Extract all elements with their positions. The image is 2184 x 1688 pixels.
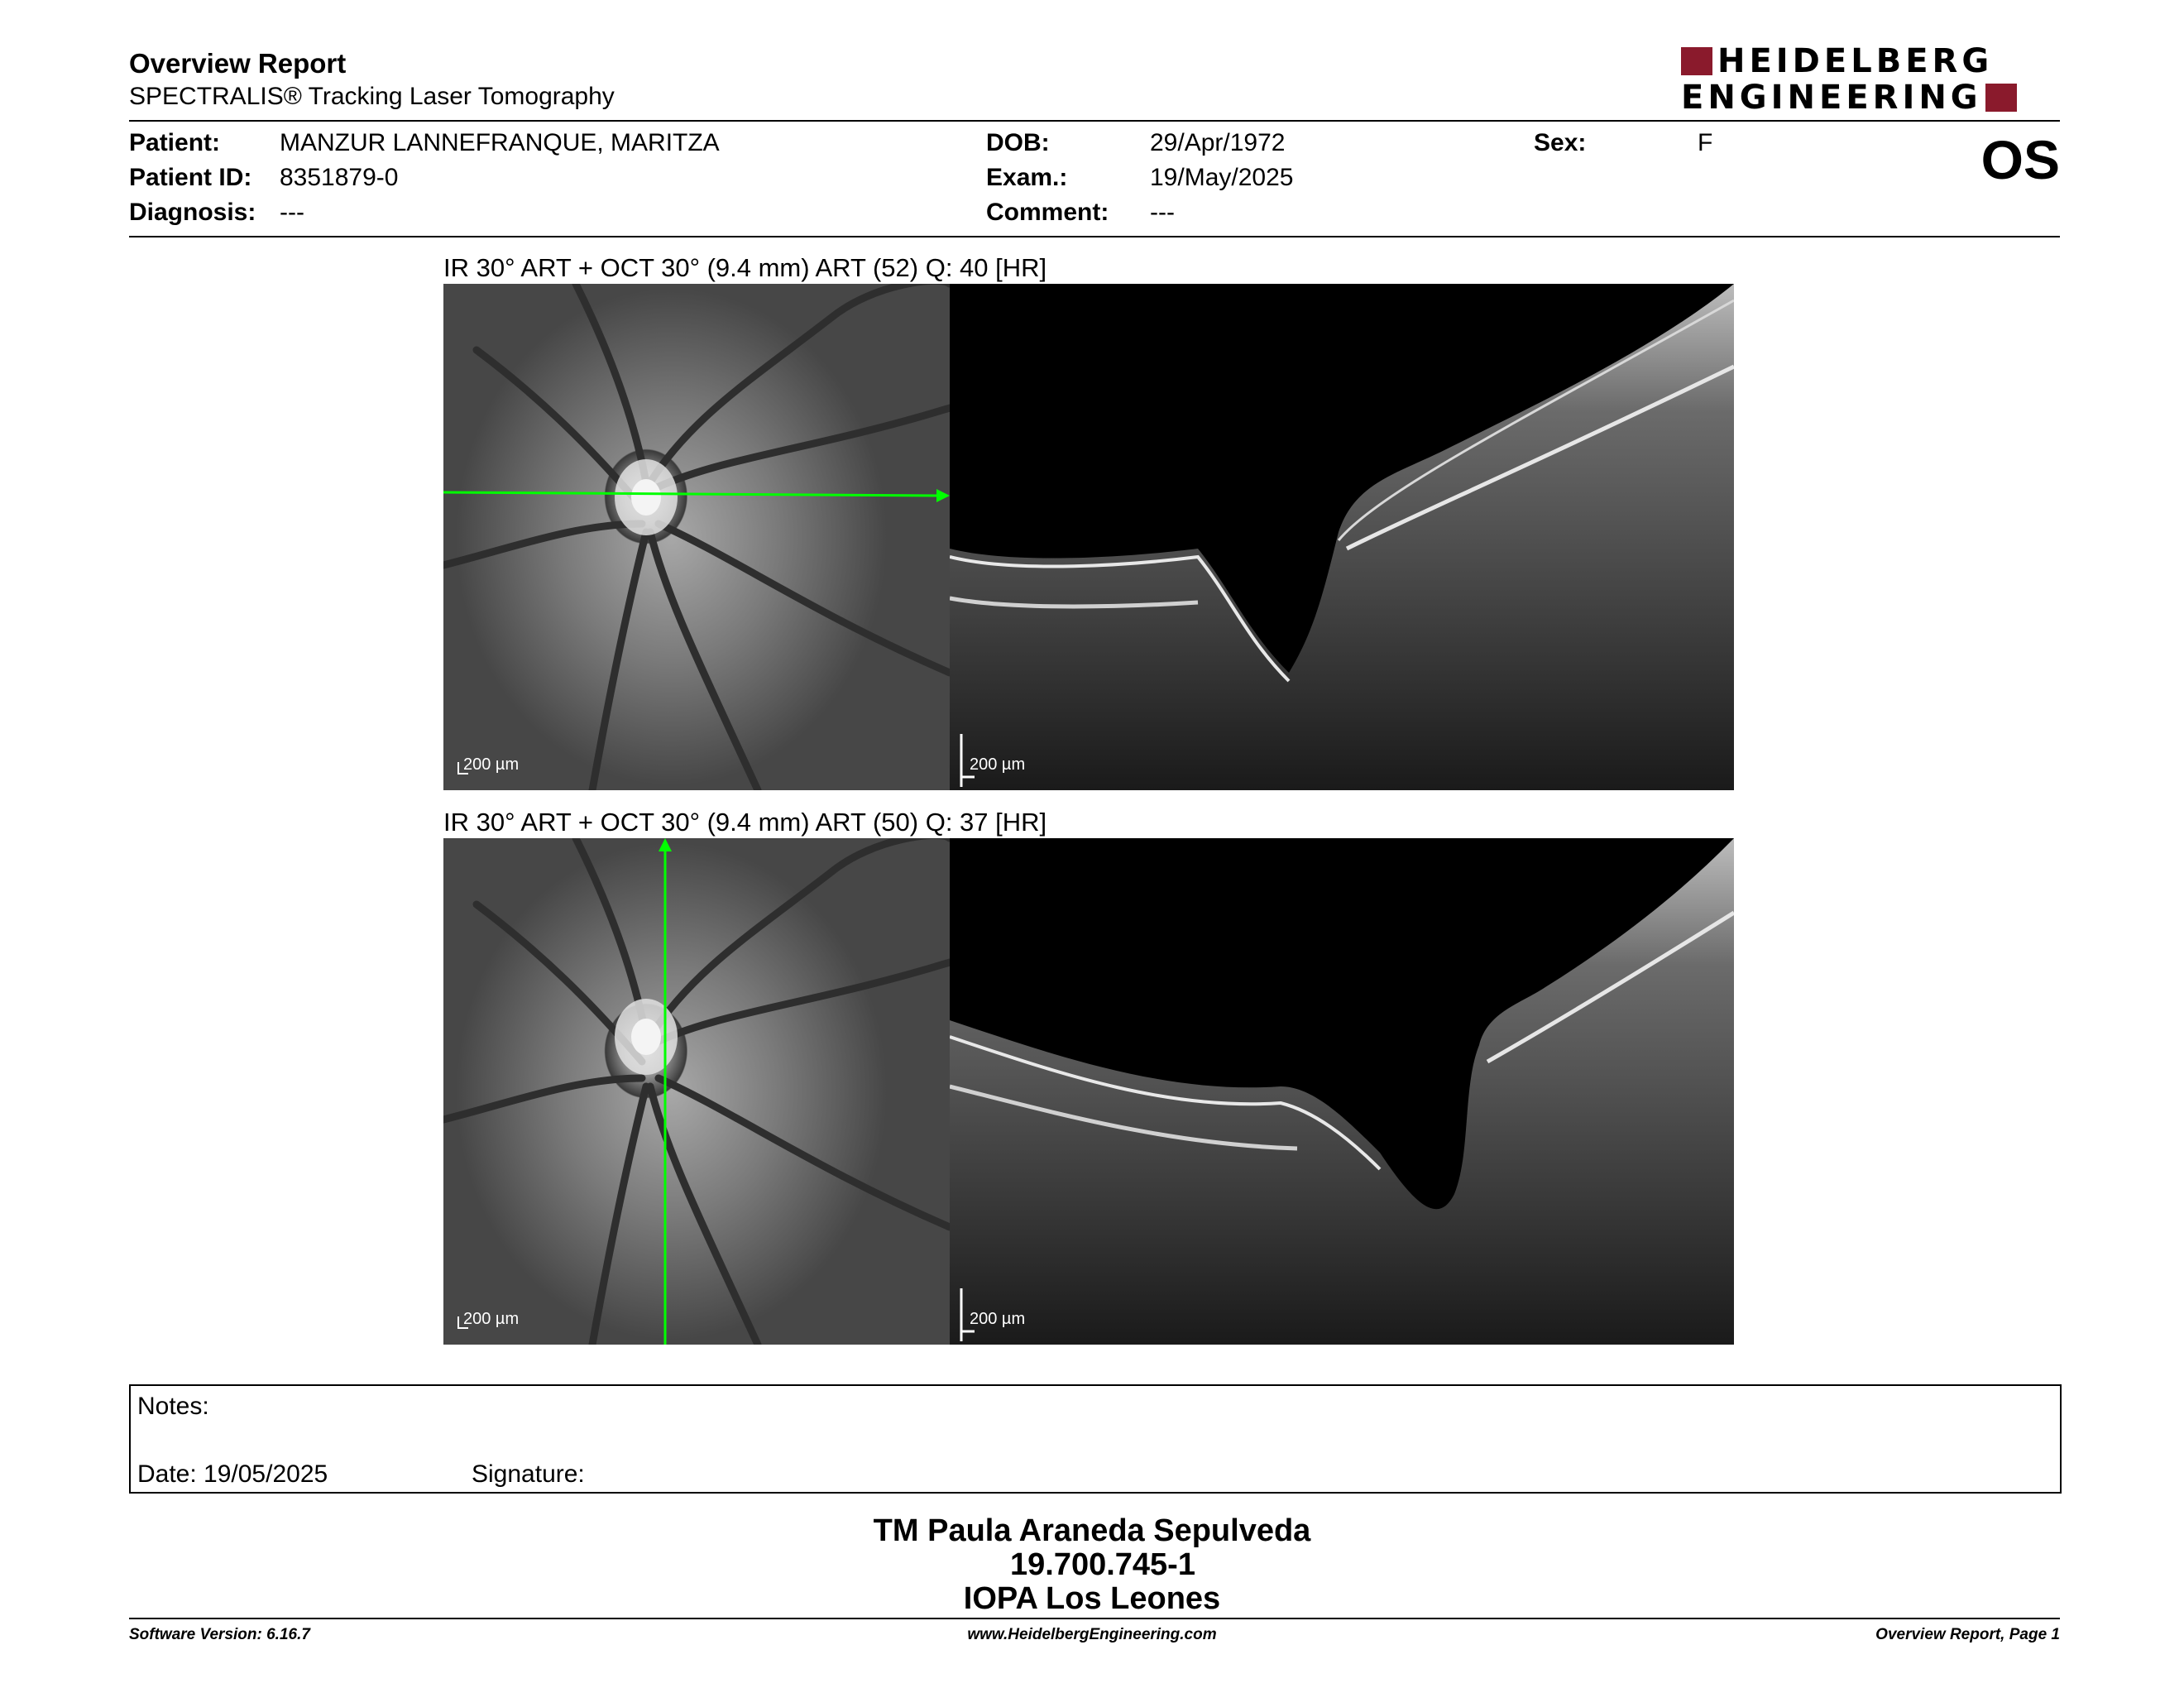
heidelberg-logo	[1681, 42, 2062, 117]
scan-1-oct-scale: 200 µm	[970, 755, 1026, 774]
scan-1-fundus-image	[443, 284, 950, 790]
logo-line-1: HEIDELBERG	[1717, 42, 1994, 80]
report-title: Overview Report	[129, 48, 347, 79]
patient-label: Patient:	[129, 129, 221, 156]
stamp-name: TM Paula Araneda Sepulveda	[873, 1513, 1311, 1548]
comment-value: ---	[1150, 199, 1175, 226]
scan-2-fundus-scale: 200 µm	[463, 1310, 520, 1328]
patient-info-rule	[129, 236, 2060, 237]
comment-label: Comment:	[986, 199, 1109, 226]
exam-label: Exam.:	[986, 164, 1068, 191]
patient-id-label: Patient ID:	[129, 164, 252, 191]
footer-page: Overview Report, Page 1	[1875, 1626, 2060, 1643]
diagnosis-label: Diagnosis:	[129, 199, 256, 226]
signature-label: Signature:	[472, 1460, 585, 1488]
scan-2-title: IR 30° ART + OCT 30° (9.4 mm) ART (50) Q: 37 [HR]	[443, 808, 1047, 837]
notes-box	[129, 1384, 2062, 1494]
diagnosis-value: ---	[280, 199, 304, 226]
scan-1-oct-bscan	[950, 284, 1734, 790]
scan-2-fundus-image	[443, 838, 950, 1345]
scan-1-title: IR 30° ART + OCT 30° (9.4 mm) ART (52) Q: 40 [HR]	[443, 253, 1047, 282]
stamp-id: 19.700.745-1	[1010, 1547, 1195, 1582]
scan-1-fundus-scale: 200 µm	[463, 755, 520, 774]
scan-2-oct-scale: 200 µm	[970, 1310, 1026, 1328]
scan-2-retina-layers	[950, 838, 1734, 1345]
scan-2-oct-bscan	[950, 838, 1734, 1345]
header-rule	[129, 120, 2060, 122]
scan-2-vessels	[443, 838, 950, 1345]
dob-value: 29/Apr/1972	[1150, 129, 1286, 156]
sex-value: F	[1698, 129, 1713, 156]
exam-date: 19/May/2025	[1150, 164, 1294, 191]
patient-id: 8351879-0	[280, 164, 399, 191]
logo-square-icon	[1985, 84, 2017, 112]
eye-indicator: OS	[1980, 129, 2060, 190]
logo-square-icon	[1681, 47, 1712, 75]
dob-label: DOB:	[986, 129, 1050, 156]
scan-1-line	[443, 489, 950, 502]
patient-name: MANZUR LANNEFRANQUE, MARITZA	[280, 129, 720, 156]
footer-website: www.HeidelbergEngineering.com	[967, 1626, 1217, 1643]
stamp-location: IOPA Los Leones	[963, 1581, 1221, 1616]
scan-2-line	[659, 838, 672, 1345]
logo-line-2: ENGINEERING	[1681, 79, 1982, 117]
scan-1-retina-layers	[950, 284, 1734, 790]
sex-label: Sex:	[1534, 129, 1587, 156]
footer-rule	[129, 1618, 2060, 1619]
software-version: Software Version: 6.16.7	[129, 1626, 310, 1643]
report-subtitle: SPECTRALIS® Tracking Laser Tomography	[129, 83, 615, 110]
scan-1-vessels	[443, 284, 950, 790]
notes-label: Notes:	[137, 1393, 209, 1420]
notes-date: Date: 19/05/2025	[137, 1460, 328, 1488]
